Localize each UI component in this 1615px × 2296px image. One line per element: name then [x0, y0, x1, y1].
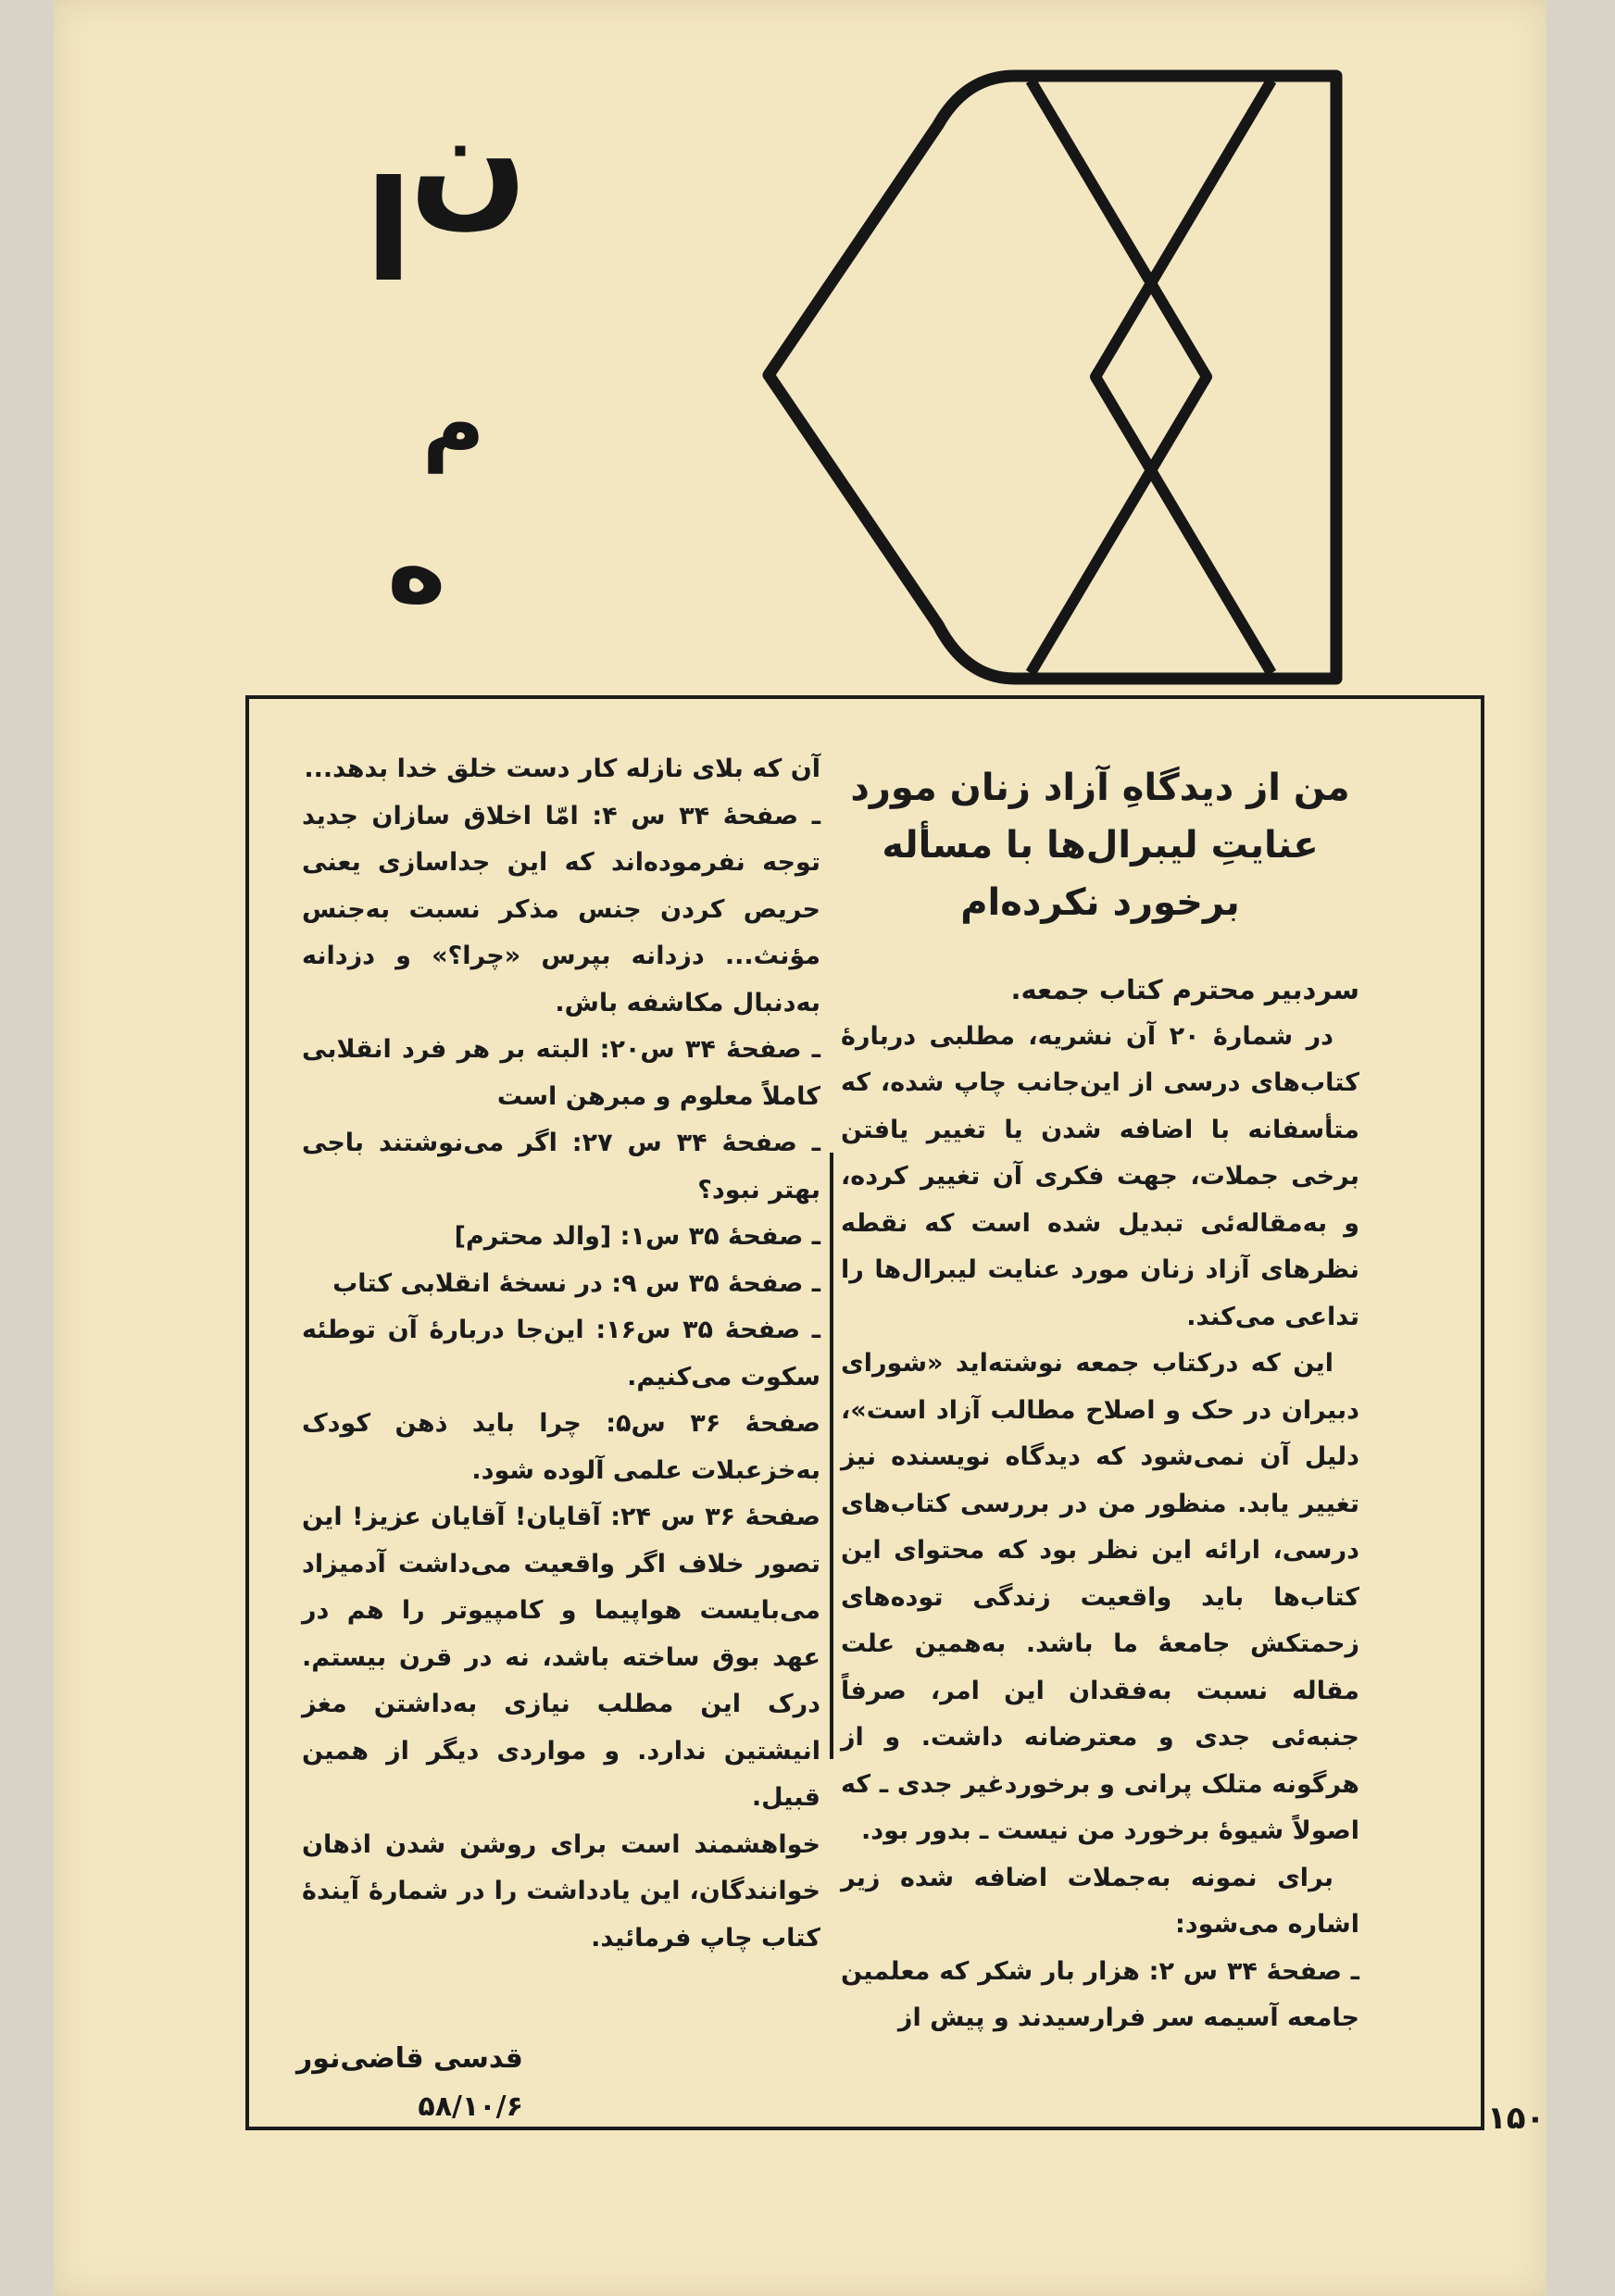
page-number: ۱۵۰ [1487, 2100, 1546, 2137]
signature-date: ۵۸/۱۰/۶ [418, 2090, 523, 2123]
section-letter-3: م [422, 374, 485, 473]
paragraph: آن که بلای نازله کار دست خلق خدا بدهد... [304, 755, 820, 783]
paragraph: این که درکتاب جمعه نوشته‌اید «شورای دبیران در حک و اصلاح مطالب آزاد است»، دلیل آن نمی‌شود که دیدگاه نویسنده نیز تغییر یابد. منظور من در بررسی کتاب‌های درسی، ارائه این نظر بود که محتوای این کتاب‌ها باید واقعیت زندگی توده‌های زحمتکش جامعهٔ ما باشد. به‌همین علت مقاله نسبت به‌فقدان این امر، صرفاً جنبه‌ئی جدی و معترضانه داشت. و از هرگونه متلک پرانی و برخوردغیر جدی ـ که اصولاً شیوهٔ برخورد من نیست ـ بدور بود. [841, 1349, 1359, 1845]
paragraph: ـ صفحهٔ ۳۴ س ۲۷: اگر می‌نوشتند باجی بهتر نبود؟ [302, 1129, 820, 1204]
signature-block [296, 2035, 523, 2131]
salutation: سردبیر محترم کتاب جمعه. [1010, 974, 1359, 1005]
paragraph: ـ صفحهٔ ۳۵ س۱۶: این‌جا دربارهٔ آن توطئه سکوت می‌کنیم. [302, 1316, 820, 1391]
article-left-column [302, 746, 820, 1962]
page [54, 0, 1546, 2296]
paragraph: ـ صفحهٔ ۳۴ س ۲: هزار بار شکر که معلمین جامعه آسیمه سر فرارسیدند و پیش از [841, 1956, 1360, 2032]
article-title: من از دیدگاهِ آزاد زنان مورد عنایتِ لیبرال‌ها با مسأله برخورد نکرده‌ام [850, 767, 1350, 924]
section-letter-1: ن [409, 81, 529, 243]
signature-name: قدسی قاضی‌نور [296, 2042, 523, 2075]
paragraph: ـ صفحهٔ ۳۵ س ۹: در نسخهٔ انقلابی کتاب [332, 1268, 820, 1298]
paragraph: ـ صفحهٔ ۳۴ س ۴: امّا اخلاق سازان جدید توجه نفرموده‌اند که این جداسازی یعنی حریص کردن جنس مذکر نسبت به‌جنس مؤنث... دزدانه بپرس «چرا؟» و دزدانه به‌دنبال مکاشفه باش. [302, 801, 821, 1017]
paragraph: ـ صفحهٔ ۳۵ س۱: [والد محترم] [454, 1222, 820, 1251]
paragraph: خواهشمند است برای روشن شدن اذهان خوانندگان، این یادداشت را در شمارهٔ آیندهٔ کتاب چاپ فرمائید. [302, 1829, 820, 1953]
envelope-hourglass-logo [54, 0, 1546, 704]
section-letter-4: ه [387, 510, 446, 626]
paragraph: صفحهٔ ۳۶ س۵: چرا باید ذهن کودک به‌خزعبلات علمی آلوده شود. [302, 1409, 820, 1485]
logo-outline [769, 76, 1336, 679]
paragraph: برای نمونه به‌جملات اضافه شده زیر اشاره می‌شود: [841, 1863, 1359, 1939]
article-right-column [841, 759, 1359, 2042]
paragraph: ـ صفحهٔ ۳۴ س۲۰: البته بر هر فرد انقلابی کاملاً معلوم و مبرهن است [302, 1035, 820, 1111]
logo-hourglass [1031, 81, 1271, 673]
section-letter-2: ا [365, 152, 413, 313]
column-divider [830, 1153, 833, 1759]
paragraph: صفحهٔ ۳۶ س ۲۴: آقایان! آقایان عزیز! این تصور خلاف اگر واقعیت می‌داشت آدمیزاد می‌بایست هواپیما و کامپیوتر را هم در عهد بوق ساخته باشد، نه در قرن بیستم. درک این مطلب نیازی به‌داشتن مغز انیشتین ندارد. و مواردی دیگر از همین قبیل. [302, 1503, 820, 1812]
paragraph: در شمارهٔ ۲۰ آن نشریه، مطلبی دربارهٔ کتاب‌های درسی از این‌جانب چاپ شده، که متأسفانه با اضافه شدن یا تغییر یافتن برخی جملات، جهت فکری آن تغییر کرده، و به‌مقاله‌ئی تبدیل شده است که نقطه نظرهای آزاد زنان مورد عنایت لیبرال‌ها را تداعی می‌کند. [841, 1021, 1359, 1331]
